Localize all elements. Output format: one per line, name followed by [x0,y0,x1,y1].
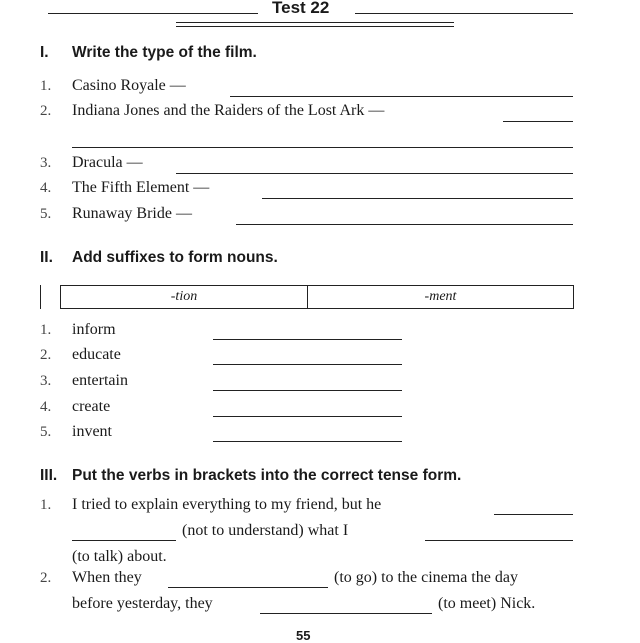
answer-line [72,540,176,541]
answer-line [260,613,432,614]
header-underline-1 [176,22,454,23]
film-casino-royale: Casino Royale — [72,77,186,94]
item-number: 3. [40,373,52,389]
suffix-table [60,285,574,309]
item-number: 2. [40,570,52,586]
suffix-tion-header: -tion [61,286,308,308]
section-3-number: III. [40,467,58,484]
word-entertain: entertain [72,372,128,389]
item-number: 5. [40,424,52,440]
film-fifth-element: The Fifth Element — [72,179,210,196]
sentence-1-line-2: (not to understand) what I [182,522,349,539]
item-number: 2. [40,347,52,363]
suffix-ment-header: -ment [424,289,457,304]
answer-line [236,224,573,225]
answer-line [213,441,402,442]
answer-line [425,540,573,541]
answer-line [262,198,573,199]
word-inform: inform [72,321,116,338]
sentence-2-line-2a: before yesterday, they [72,595,213,612]
word-create: create [72,398,111,415]
answer-line [213,364,402,365]
word-invent: invent [72,423,112,440]
section-2-number: II. [40,249,53,266]
item-number: 5. [40,206,52,222]
header-underline-2 [176,26,454,27]
word-educate: educate [72,346,121,363]
section-1-heading: Write the type of the film. [72,44,257,61]
answer-line [72,147,573,148]
answer-line [494,514,573,515]
page-title: Test 22 [272,0,330,17]
item-number: 3. [40,155,52,171]
header-rule-left [48,13,258,14]
sentence-2-line-1a: When they [72,569,142,586]
answer-line [213,339,402,340]
answer-line [176,173,573,174]
section-3-heading: Put the verbs in brackets into the correct tense form. [72,467,462,484]
item-number: 1. [40,322,52,338]
answer-line [168,587,328,588]
item-number: 1. [40,497,52,513]
film-dracula: Dracula — [72,154,143,171]
sentence-1-line-3: (to talk) about. [72,548,167,565]
answer-line [230,96,573,97]
answer-line [213,416,402,417]
item-number: 1. [40,78,52,94]
page-number: 55 [296,628,311,643]
answer-line [503,121,573,122]
answer-line [213,390,402,391]
sentence-2-line-1b: (to go) to the cinema the day [334,569,518,586]
section-2-heading: Add suffixes to form nouns. [72,249,278,266]
item-number: 4. [40,399,52,415]
film-runaway-bride: Runaway Bride — [72,205,192,222]
sentence-1-line-1: I tried to explain everything to my friend, but he [72,496,382,513]
item-number: 2. [40,103,52,119]
section-1-number: I. [40,44,49,61]
sentence-2-line-2b: (to meet) Nick. [438,595,536,612]
film-indiana-jones: Indiana Jones and the Raiders of the Lost Ark — [72,102,385,119]
margin-bar [40,285,41,309]
header-rule-right [355,13,573,14]
item-number: 4. [40,180,52,196]
